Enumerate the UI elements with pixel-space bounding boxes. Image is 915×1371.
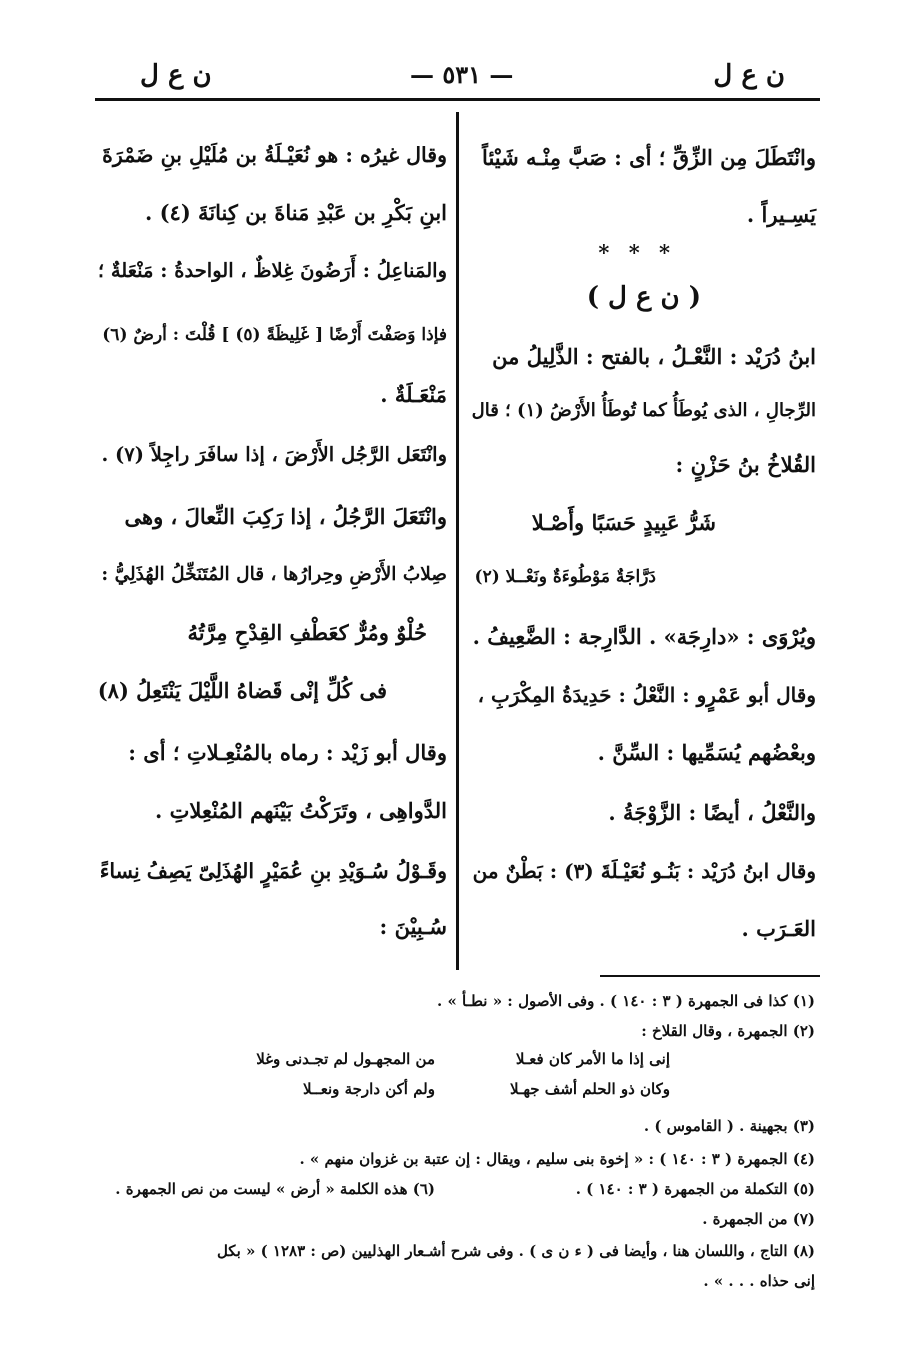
footnote-2: (٢) الجمهرة ، وقال القلاخ : (641, 1022, 815, 1040)
text-line: يَسِـيراً . (746, 202, 816, 227)
text-line: وانْتَعَل الرَّجُل الأَرْضَ ، إذا سافَرَ راجِلاً (٧) . (101, 443, 447, 466)
text-line: وقال غيرُه : هو نُعَيْـلَةُ بن مُلَيْلِ بنِ ضَمْرَةَ (102, 143, 447, 167)
text-line: مَنْعَـلَةٌ . (380, 382, 447, 407)
verse-line: فى كُلِّ إنْى قَضاهُ اللَّيْلَ يَنْتَعِلُ (٨) (97, 678, 387, 703)
footnote-6: (٦) هذه الكلمة « أرض » ليست من نص الجمهرة . (115, 1180, 435, 1198)
text-line: العَـرَب . (741, 916, 816, 941)
section-separator: * * * (598, 240, 676, 265)
text-line: الدَّواهِى ، وتَرَكْتُ بَيْنَهم المُنْعِلاتِ . (155, 798, 447, 823)
text-line: فإذا وَصَفْتَ أَرْضًا [ غَلِيظَةً (٥) ] قُلْتَ : أرضٌ (٦) (102, 325, 447, 345)
text-line: سُـبِيْنَ : (379, 914, 447, 939)
text-line: والنَّعْلُ ، أيضًا : الزَّوْجَةُ . (608, 800, 816, 825)
footnote-verse: من المجهـول لم تجـدنى وغلا (256, 1050, 435, 1068)
text-line: والمَناعِلُ : أَرَضُونَ غِلاظٌ ، الواحدةُ : مَنْعَلةٌ ؛ (97, 259, 447, 282)
text-line: الرِّجالِ ، الذى يُوطَأُ كما تُوطَأُ الأَرْضُ (١) ؛ قال (471, 400, 816, 421)
footnote-1: (١) كذا فى الجمهرة ( ٣ : ١٤٠ ) . وفى الأصول : « نطـأ » . (437, 992, 815, 1010)
header-root-left: ن ع ل (140, 60, 212, 90)
footnote-8-continued: إنى حذاه . . . » . (703, 1272, 815, 1290)
verse-line: دَرَّاجَةٌ مَوْطُوءَةٌ ونَعْــلا (٢) (474, 567, 656, 587)
text-line: وانْتَعَلَ الرَّجُلُ ، إذا رَكِبَ النِّعالَ ، وهى (124, 504, 447, 529)
header-root-right: ن ع ل (713, 60, 785, 90)
text-line: ابنِ بَكْرِ بن عَبْدِ مَناةَ بن كِنانَةَ (٤) . (144, 200, 447, 225)
text-line: وانْتَطَلَ مِن الزِّقِّ ؛ أى : صَبَّ مِنْـه شَيْئاً (482, 145, 816, 170)
right-column (470, 0, 816, 960)
column-divider (456, 112, 459, 970)
footnote-verse: ولم أكن دارجة ونعــلا (303, 1080, 435, 1098)
text-line: وقال أبو عَمْرٍو : النَّعْلُ : حَدِيدَةُ المِكْرَبِ ، (477, 683, 816, 707)
footnote-verse: وكان ذو الحلم أشف جهـلا (510, 1080, 670, 1098)
footnote-verse: إنى إذا ما الأمر كان فعـلا (515, 1050, 670, 1068)
text-line: صِلابُ الأَرْضِ وحِرارُها ، قال المُتَنَخِّلُ الهُذَلِيُّ : (101, 564, 447, 585)
footnote-3: (٣) بجهينة . ( القاموس ) . (643, 1117, 815, 1135)
text-line: ويُرْوَى : «دارِجَة» . الدَّارِجة : الضَّعِيفُ . (472, 624, 816, 649)
text-line: وقال ابنُ دُرَيْد : بَنُـو نُعَيْـلَةَ (٣) : بَطْنٌ من (472, 859, 816, 883)
text-line: وبعْضُهم يُسَمِّيها : السِّنَّ . (597, 740, 816, 765)
footnote-4: (٤) الجمهرة ( ٣ : ١٤٠ ) : « إخوة بنى سليم ، ويقال : إن عتبة بن غزوان منهم » . (299, 1150, 815, 1168)
text-line: القُلاخُ بنُ حَزْنٍ : (675, 452, 816, 477)
footnote-rule (600, 975, 820, 977)
footnote-7: (٧) من الجمهرة . (702, 1210, 815, 1228)
text-line: ابنُ دُرَيْد : النَّعْـلُ ، بالفتح : الذَّلِيلُ من (492, 344, 816, 369)
entry-heading: ( ن ع ل ) (586, 282, 701, 312)
footnote-8: (٨) التاج ، واللسان هنا ، وأيضا فى ( ء ن ى ) . وفى شرح أشـعار الهذليين (ص : ١٢٨٣ ) « بكل (216, 1242, 815, 1260)
verse-line: حُلْوٌ ومُرٌّ كعَطْفِ القِدْحِ مِرَّتُهُ (187, 620, 427, 645)
text-line: وقال أبو زَيْد : رماه بالمُنْعِـلاتِ ؛ أى : (128, 740, 447, 765)
page-number: — ٥٣١ — (410, 60, 514, 89)
verse-line: شَرُّ عَبِيدٍ حَسَبًا وأَصْـلا (531, 510, 716, 535)
footnote-5: (٥) التكملة من الجمهرة ( ٣ : ١٤٠ ) . (575, 1180, 815, 1198)
text-line: وقَـوْلُ سُـوَيْدِ بنِ عُمَيْرٍ الهُذَلِىّ يَصِفُ نِساءً (99, 859, 447, 883)
left-column (95, 0, 447, 960)
